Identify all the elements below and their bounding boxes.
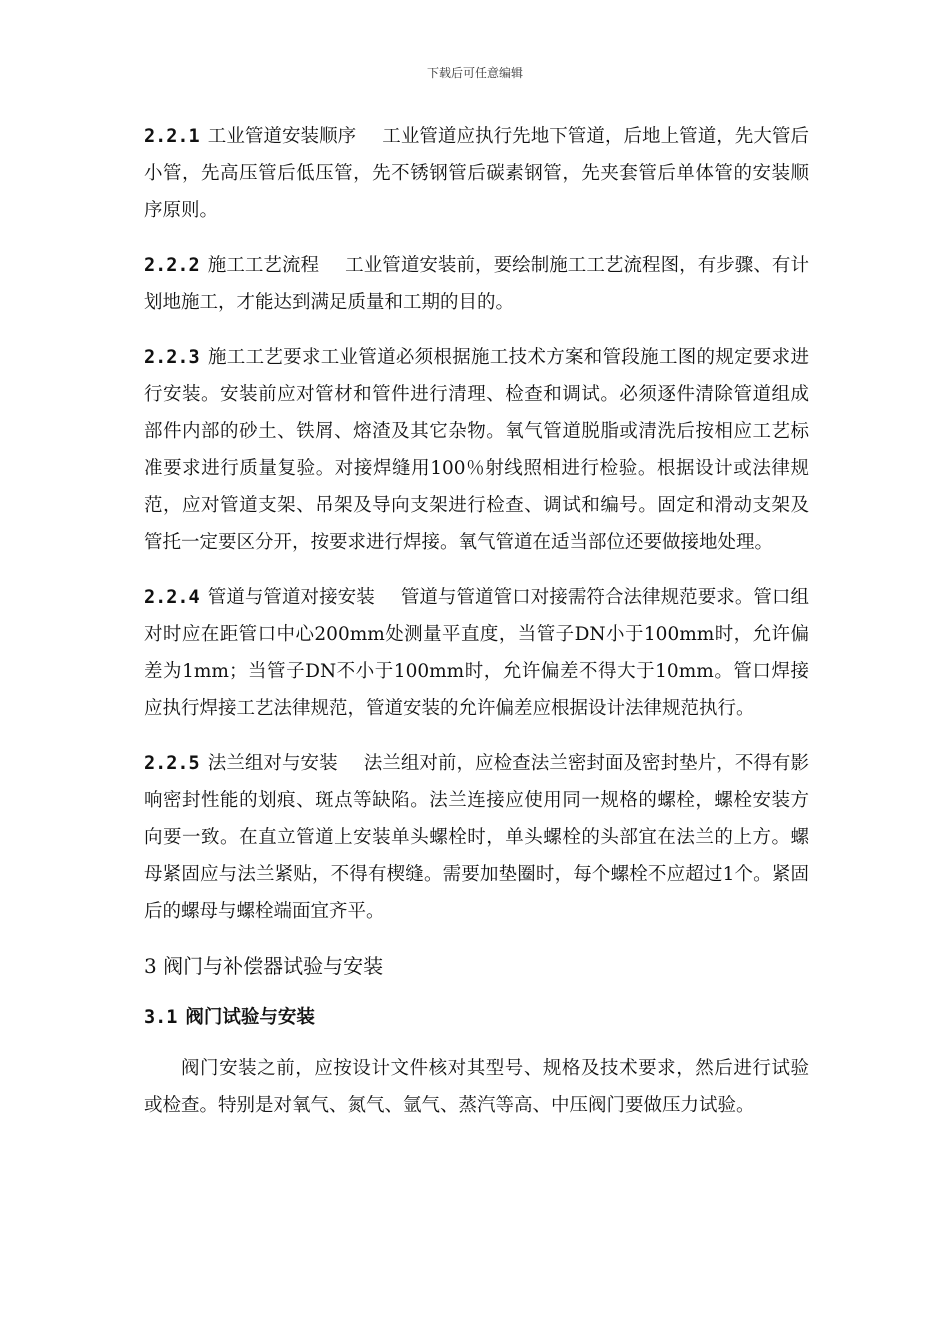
paragraph-2-2-2: [144, 247, 809, 321]
paragraph-3-1-body: 阀门安装之前，应按设计文件核对其型号、规格及技术要求，然后进行试验或检查。特别是对氧气、氮气、氩气、蒸汽等高、中压阀门要做压力试验。: [144, 1058, 809, 1116]
section-heading: 法兰组对与安装: [207, 753, 338, 774]
section-heading: 管道与管道对接安装: [207, 587, 375, 608]
section-3-title: 3 阀门与补偿器试验与安装: [144, 954, 384, 978]
paragraph-text: 工业管道应执行先地下管道，后地上管道，先大管后小管，先高压管后低压管，先不锈钢管后碳素钢管，先夹套管后单体管的安装顺序原则。: [144, 126, 809, 221]
section-heading: 施工工艺要求: [207, 347, 321, 368]
section-number: 2.2.3: [144, 347, 200, 368]
section-3-1-title: [144, 999, 809, 1036]
paragraph-text: 管道与管道管口对接需符合法律规范要求。管口组对时应在距管口中心200mm处测量平直度，当管子DN小于100mm时，允许偏差为1mm；当管子DN不小于100mm时，允许偏差不得大于10mm。管口焊接应执行焊接工艺法律规范，管道安装的允许偏差应根据设计法律规范执行。: [144, 587, 809, 719]
document-body: [144, 118, 809, 1142]
section-number: 2.2.1: [144, 126, 200, 147]
paragraph-2-2-4: [144, 579, 809, 727]
section-number: 3.1: [144, 1007, 178, 1028]
paragraph-text: 工业管道必须根据施工技术方案和管段施工图的规定要求进行安装。安装前应对管材和管件进行清理、检查和调试。必须逐件清除管道组成部件内部的砂土、铁屑、熔渣及其它杂物。氧气管道脱脂或清洗后按相应工艺标准要求进行质量复验。对接焊缝用100％射线照相进行检验。根据设计或法律规范，应对管道支架、吊架及导向支架进行检查、调试和编号。固定和滑动支架及管托一定要区分开，按要求进行焊接。氧气管道在适当部位还要做接地处理。: [144, 347, 809, 553]
section-heading: 工业管道安装顺序: [207, 126, 357, 147]
paragraph-2-2-1: [144, 118, 809, 229]
page-header: 下载后可任意编辑: [426, 66, 523, 80]
paragraph-2-2-5: [144, 745, 809, 930]
section-number: 2.2.4: [144, 587, 200, 608]
section-number: 2.2.5: [144, 753, 200, 774]
section-heading: 施工工艺流程: [207, 255, 320, 276]
section-number: 2.2.2: [144, 255, 200, 276]
paragraph-text: 法兰组对前，应检查法兰密封面及密封垫片，不得有影响密封性能的划痕、斑点等缺陷。法兰连接应使用同一规格的螺栓，螺栓安装方向要一致。在直立管道上安装单头螺栓时，单头螺栓的头部宜在法兰的上方。螺母紧固应与法兰紧贴，不得有楔缝。需要加垫圈时，每个螺栓不应超过1个。紧固后的螺母与螺栓端面宜齐平。: [144, 753, 809, 922]
paragraph-text: 工业管道安装前，要绘制施工工艺流程图，有步骤、有计划地施工，才能达到满足质量和工期的目的。: [144, 255, 809, 313]
section-heading: 阀门试验与安装: [185, 1007, 315, 1028]
paragraph-2-2-3: [144, 339, 809, 561]
